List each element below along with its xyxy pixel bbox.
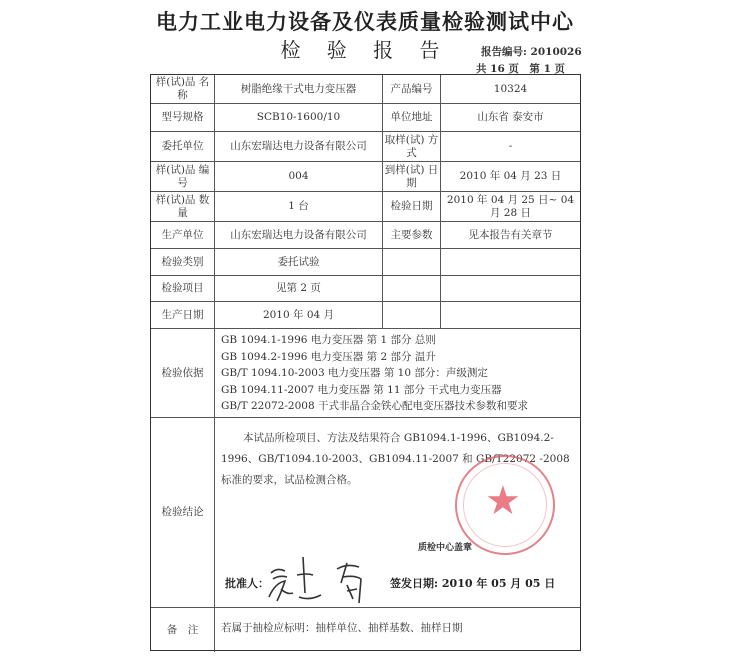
row-label: 样(试)品 名 称 — [151, 75, 215, 103]
table-row — [151, 276, 580, 302]
row-value: SCB10-1600/10 — [215, 104, 383, 131]
row-label2 — [383, 302, 441, 328]
page-info: 共 16 页 第 1 页 — [476, 63, 566, 75]
standards-label: 检验依据 — [151, 329, 215, 417]
star-icon: ★ — [485, 478, 521, 524]
standard-item: GB/T 22072-2008 干式非晶合金铁心配电变压器技术参数和要求 — [221, 400, 528, 412]
report-number: 报告编号: 2010026 — [481, 46, 582, 58]
row-value2: 10324 — [493, 82, 528, 95]
row-value: 2010 年 04 月 — [215, 302, 383, 328]
row-label: 委托单位 — [151, 132, 215, 161]
row-label2: 主要参数 — [383, 222, 441, 248]
remarks-row — [151, 608, 580, 652]
row-label: 生产日期 — [151, 302, 215, 328]
row-label2: 取样(试) 方 式 — [383, 132, 441, 161]
conclusion-label: 检验结论 — [151, 418, 215, 607]
table-row — [151, 132, 580, 162]
row-label2: 检验日期 — [383, 192, 441, 221]
standards-list — [215, 329, 580, 417]
row-value: 树脂绝缘干式电力变压器 — [215, 75, 383, 103]
row-label: 样(试)品 数 量 — [151, 192, 215, 221]
row-label: 检验类别 — [151, 249, 215, 275]
row-value2: 2010 年 04 月 25 日~ 04 月 28 日 — [446, 193, 575, 219]
document-title: 电力工业电力设备及仪表质量检验测试中心 — [156, 10, 574, 34]
standard-item: GB 1094.2-1996 电力变压器 第 2 部分 温升 — [221, 350, 436, 363]
standards-row — [151, 329, 580, 418]
row-value: 004 — [215, 162, 383, 191]
row-value2 — [441, 302, 580, 328]
row-label2: 产品编号 — [383, 75, 441, 103]
row-label2 — [383, 249, 441, 275]
row-label2: 单位地址 — [383, 104, 441, 131]
row-value2: 山东省 泰安市 — [477, 111, 544, 123]
table-row — [151, 302, 580, 329]
document-subtitle: 检 验 报 告 — [280, 38, 450, 62]
conclusion-text: 本试品所检项目、方法及结果符合 GB1094.1-1996、GB1094.2-1996、GB/T1094.10-2003、GB1094.11-2007 和 GB/T22072 -2008 标准的要求，试品检测合格。 — [221, 432, 570, 486]
row-value2: 见本报告有关章节 — [468, 228, 553, 241]
row-value2 — [441, 249, 580, 275]
issue-date: 签发日期: 2010 年 05 月 05 日 — [390, 577, 556, 590]
table-row — [151, 75, 580, 104]
row-value: 山东宏瑞达电力设备有限公司 — [215, 222, 383, 248]
row-value: 山东宏瑞达电力设备有限公司 — [215, 132, 383, 161]
row-label: 生产单位 — [151, 222, 215, 248]
signature-icon — [263, 553, 383, 607]
row-label2: 到样(试) 日 期 — [383, 162, 441, 191]
row-value2: 2010 年 04 月 23 日 — [459, 170, 562, 182]
approver-label: 批准人： — [225, 577, 269, 590]
table-row — [151, 222, 580, 249]
standard-item: GB 1094.1-1996 电力变压器 第 1 部分 总则 — [221, 334, 436, 346]
row-value: 1 台 — [215, 192, 383, 221]
row-value2 — [441, 276, 580, 301]
row-label2 — [383, 276, 441, 301]
row-label: 检验项目 — [151, 276, 215, 301]
standard-item: GB 1094.11-2007 电力变压器 第 11 部分 干式电力变压器 — [221, 383, 502, 396]
row-value: 见第 2 页 — [215, 276, 383, 301]
table-row — [151, 249, 580, 276]
table-row — [151, 162, 580, 192]
row-label: 样(试)品 编 号 — [151, 162, 215, 191]
row-value2: - — [508, 140, 513, 152]
table-row — [151, 104, 580, 132]
seal-label: 质检中心盖章 — [418, 543, 473, 553]
remarks-label: 备 注 — [151, 608, 215, 652]
remarks-text: 若属于抽检应标明：抽样单位、抽样基数、抽样日期 — [221, 621, 463, 634]
row-value: 委托试验 — [215, 249, 383, 275]
standard-item: GB/T 1094.10-2003 电力变压器 第 10 部分：声级测定 — [221, 367, 488, 379]
table-row — [151, 192, 580, 222]
row-label: 型号规格 — [151, 104, 215, 131]
